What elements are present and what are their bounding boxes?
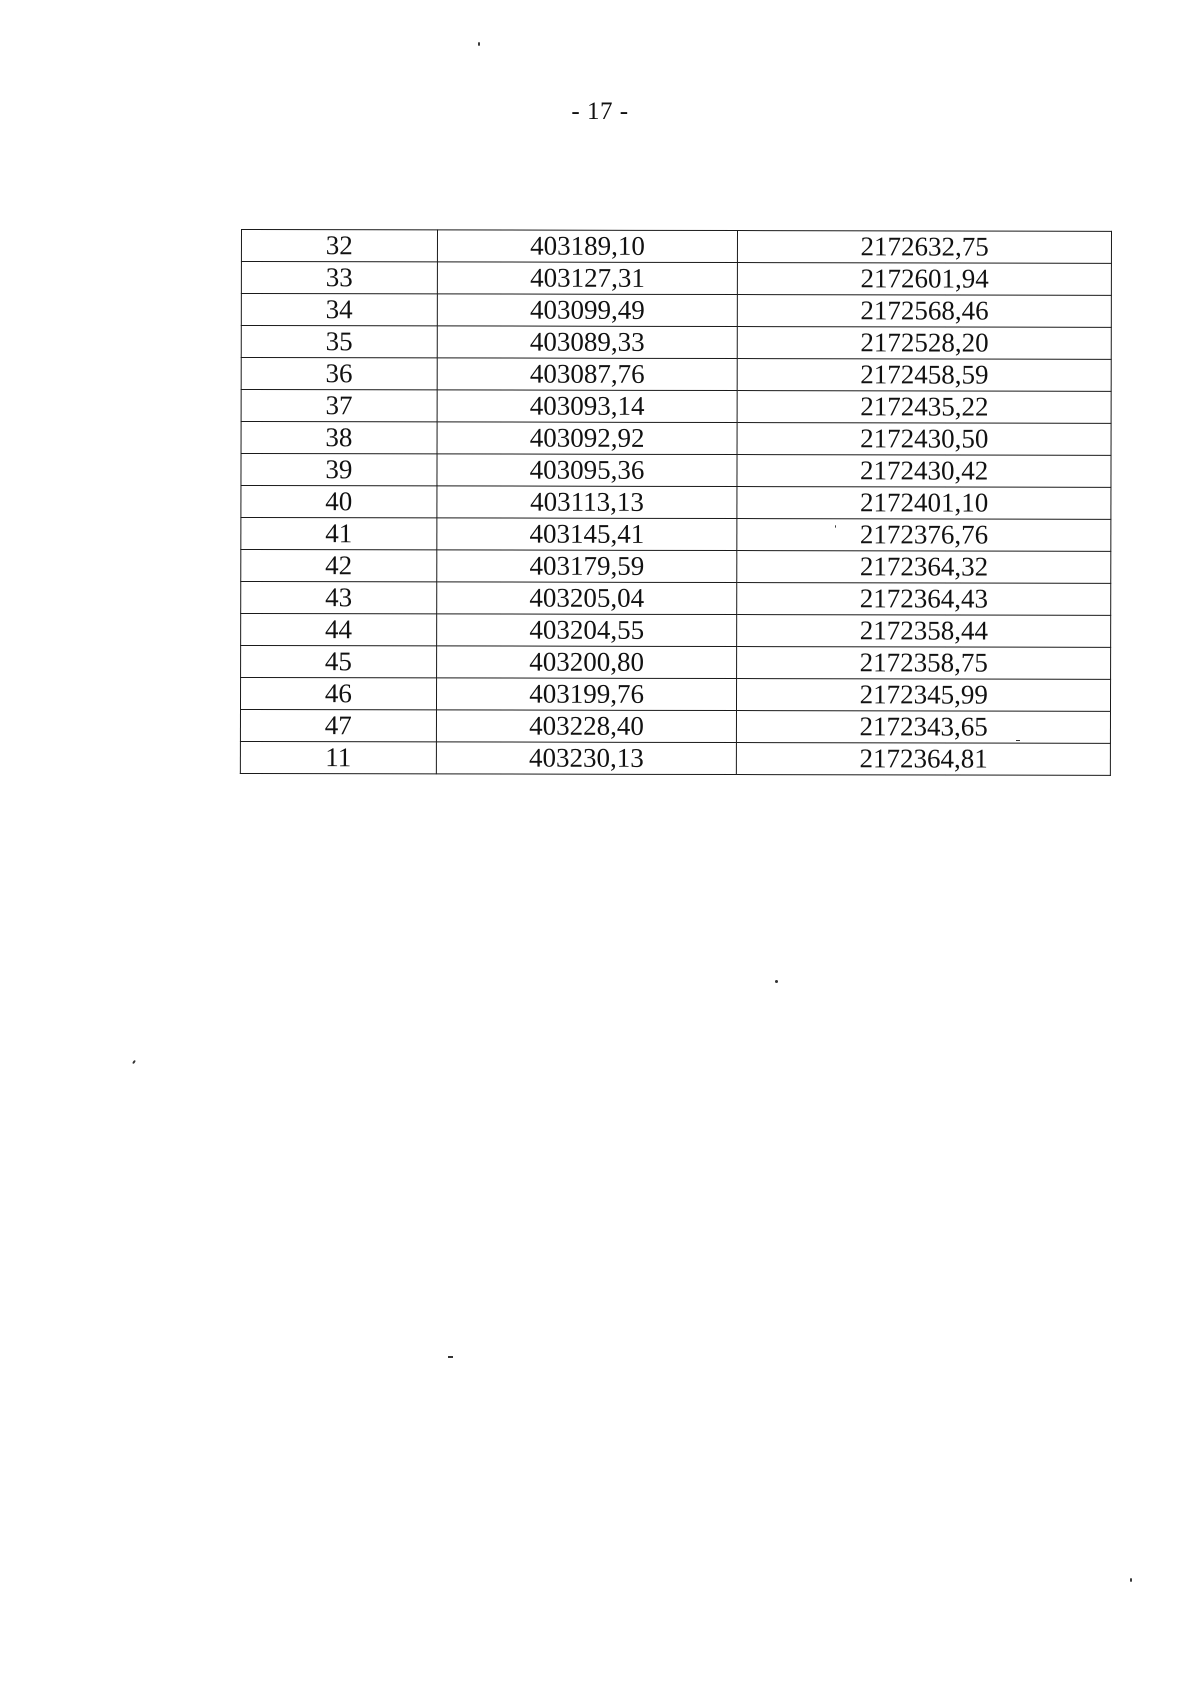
x-coordinate-cell: 403205,04 — [436, 582, 737, 615]
x-coordinate-cell: 403127,31 — [437, 262, 738, 295]
point-number-cell: 32 — [241, 230, 437, 262]
x-coordinate-cell: 403189,10 — [437, 230, 738, 263]
x-coordinate-cell: 403089,33 — [437, 326, 738, 359]
y-coordinate-cell: 2172364,81 — [737, 743, 1111, 776]
scan-speck — [1130, 1578, 1132, 1582]
x-coordinate-cell: 403095,36 — [437, 454, 738, 487]
point-number-cell: 46 — [240, 678, 436, 710]
y-coordinate-cell: 2172364,32 — [737, 551, 1111, 584]
scan-speck — [132, 1060, 136, 1064]
point-number-cell: 40 — [241, 486, 437, 518]
x-coordinate-cell: 403179,59 — [436, 550, 737, 583]
scan-speck — [835, 525, 836, 528]
y-coordinate-cell: 2172345,99 — [737, 679, 1111, 712]
y-coordinate-cell: 2172358,75 — [737, 647, 1111, 680]
y-coordinate-cell: 2172458,59 — [738, 359, 1112, 392]
y-coordinate-cell: 2172364,43 — [737, 583, 1111, 616]
point-number-cell: 36 — [241, 358, 437, 390]
x-coordinate-cell: 403230,13 — [436, 742, 737, 775]
table-row — [241, 518, 1111, 552]
point-number-cell: 33 — [241, 262, 437, 294]
table-row — [241, 262, 1111, 296]
y-coordinate-cell: 2172430,50 — [737, 423, 1111, 456]
point-number-cell: 42 — [241, 550, 437, 582]
table-row — [241, 390, 1111, 424]
point-number-cell: 11 — [240, 741, 436, 773]
table-row — [241, 230, 1111, 264]
table-row — [241, 614, 1111, 648]
coordinates-table — [240, 229, 1112, 776]
y-coordinate-cell: 2172632,75 — [738, 231, 1112, 264]
y-coordinate-cell: 2172376,76 — [737, 519, 1111, 552]
point-number-cell: 34 — [241, 294, 437, 326]
point-number-cell: 38 — [241, 422, 437, 454]
x-coordinate-cell: 403113,13 — [437, 486, 738, 519]
y-coordinate-cell: 2172358,44 — [737, 615, 1111, 648]
y-coordinate-cell: 2172430,42 — [737, 455, 1111, 488]
point-number-cell: 41 — [241, 518, 437, 550]
y-coordinate-cell: 2172435,22 — [738, 391, 1112, 424]
point-number-cell: 43 — [241, 582, 437, 614]
x-coordinate-cell: 403093,14 — [437, 390, 738, 423]
x-coordinate-cell: 403200,80 — [436, 646, 737, 679]
coordinates-table-body — [240, 230, 1111, 776]
x-coordinate-cell: 403092,92 — [437, 422, 738, 455]
y-coordinate-cell: 2172568,46 — [738, 295, 1112, 328]
point-number-cell: 39 — [241, 454, 437, 486]
x-coordinate-cell: 403204,55 — [436, 614, 737, 647]
table-row — [241, 646, 1111, 680]
table-row — [241, 294, 1111, 328]
table-row — [241, 358, 1111, 392]
point-number-cell: 44 — [241, 614, 437, 646]
scan-speck — [448, 1356, 453, 1358]
x-coordinate-cell: 403099,49 — [437, 294, 738, 327]
point-number-cell: 35 — [241, 326, 437, 358]
scan-speck — [478, 42, 480, 46]
y-coordinate-cell: 2172401,10 — [737, 487, 1111, 520]
x-coordinate-cell: 403087,76 — [437, 358, 738, 391]
table-row — [240, 741, 1110, 775]
table-row — [241, 550, 1111, 584]
table-row — [241, 582, 1111, 616]
point-number-cell: 47 — [240, 710, 436, 742]
y-coordinate-cell: 2172601,94 — [738, 263, 1112, 296]
scan-speck — [775, 980, 778, 983]
table-row — [241, 454, 1111, 488]
point-number-cell: 37 — [241, 390, 437, 422]
table-row — [240, 710, 1110, 744]
scan-speck — [1016, 740, 1020, 741]
table-row — [241, 486, 1111, 520]
table-row — [241, 326, 1111, 360]
y-coordinate-cell: 2172528,20 — [738, 327, 1112, 360]
x-coordinate-cell: 403145,41 — [437, 518, 738, 551]
x-coordinate-cell: 403228,40 — [436, 710, 737, 743]
page-number: - 17 - — [571, 98, 629, 125]
table-row — [241, 422, 1111, 456]
x-coordinate-cell: 403199,76 — [436, 678, 737, 711]
table-row — [240, 678, 1110, 712]
y-coordinate-cell: 2172343,65 — [737, 711, 1111, 744]
point-number-cell: 45 — [241, 646, 437, 678]
